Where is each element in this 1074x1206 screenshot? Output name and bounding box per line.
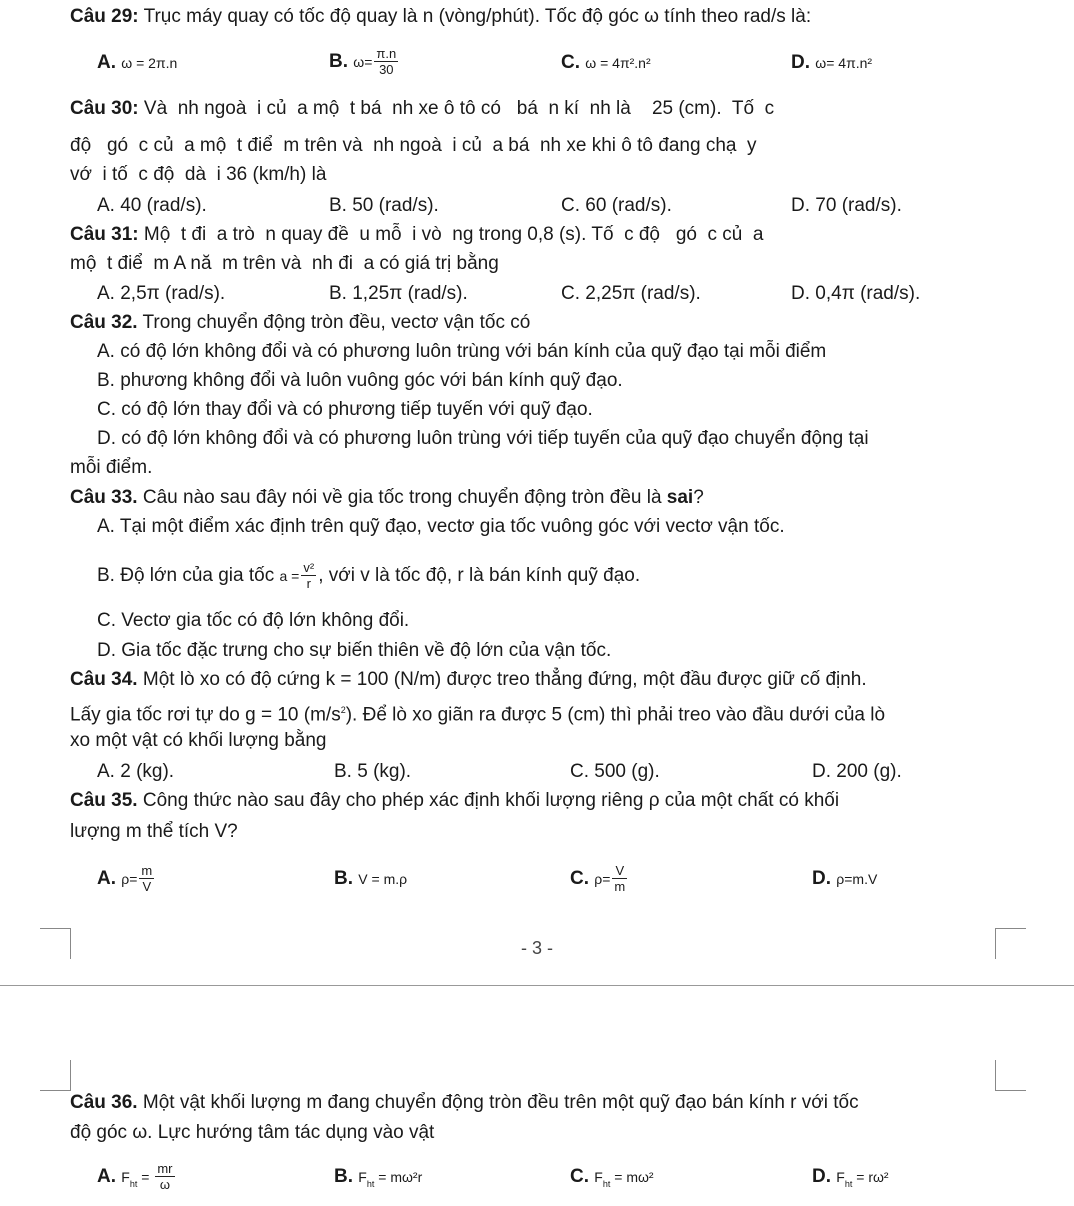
q32-stem: Câu 32. Trong chuyển động tròn đều, vectơ vận tốc có [70,312,531,333]
q32-option-d[interactable]: D. có độ lớn không đổi và có phương luôn trùng với tiếp tuyến của quỹ đạo chuyển động tại [97,428,869,449]
q36-option-a[interactable]: A. $F_{ht}$ = $\frac{mr}{\omega}$ [97,1161,173,1193]
q29-text: Trục máy quay có tốc độ quay là n (vòng/phút). Tốc độ góc ω tính theo rad/s là: [138,6,812,27]
q33-option-d[interactable]: D. Gia tốc đặc trưng cho sự biến thiên về độ lớn của vận tốc. [97,640,612,661]
q30-stem-line3: vớ i tố c độ dà i 36 (km/h) là [70,164,327,185]
q29-stem [70,6,811,28]
q32-option-c[interactable]: C. có độ lớn thay đổi và có phương tiếp tuyến với quỹ đạo. [97,399,593,420]
q31-option-c[interactable]: C. 2,25π (rad/s). [561,283,701,304]
q34-stem-line2: Lấy gia tốc rơi tự do g = 10 $(m/s^2)$. Để lò xo giãn ra được 5 (cm) thì phải treo vào đầu dưới của lò [70,704,886,726]
q30-stem-line2: độ gó c củ a mộ t điể m trên và nh ngoà i củ a bá nh xe khi ô tô đang chạ y [70,135,757,156]
q29-option-a[interactable]: A. ω = 2π.n [97,52,178,73]
q33-option-c[interactable]: C. Vectơ gia tốc có độ lớn không đổi. [97,610,410,631]
q32-option-b[interactable]: B. phương không đổi và luôn vuông góc với bán kính quỹ đạo. [97,370,623,391]
q29-option-c[interactable]: C. ω = 4π².n² [561,52,651,73]
q35-option-d[interactable]: D. ρ=m.V [812,868,878,889]
q35-option-a[interactable]: A. ρ= $\frac{m}{V}$ [97,863,153,895]
q35-stem-line2: lượng m thể tích V? [70,821,238,842]
q29-label: Câu 29: [70,6,139,27]
q36-option-c[interactable]: C. $F_{ht} = m\omega^2$ [570,1166,654,1189]
q33-option-b[interactable]: B. Độ lớn của gia tốc a = $\frac{\text{v²}}{r}$ , với v là tốc độ, r là bán kính quỹ đạo. [97,560,641,592]
page-corner-mark [995,1060,1026,1091]
q31-stem-line2: mộ t điể m A nă m trên và nh đi a có giá trị bằng [70,253,499,274]
q32-option-d-cont: mỗi điểm. [70,457,153,478]
q29-option-b[interactable]: B. ω= $\frac{\pi.n}{30}$ [329,46,397,78]
q33-stem: Câu 33. Câu nào sau đây nói về gia tốc trong chuyển động tròn đều là sai? [70,487,704,508]
q34-option-d[interactable]: D. 200 (g). [812,761,902,782]
q36-option-b[interactable]: B. $F_{ht} = m\omega^2r$ [334,1166,423,1189]
page-corner-mark [40,1060,71,1091]
q34-option-a[interactable]: A. 2 (kg). [97,761,175,782]
q36-stem-line2: độ góc ω. Lực hướng tâm tác dụng vào vật [70,1122,435,1143]
q30-stem-line1: Câu 30: Và nh ngoà i củ a mộ t bá nh xe ô tô có bá n kí nh là 25 (cm). Tố c [70,98,775,119]
q30-option-b[interactable]: B. 50 (rad/s). [329,195,439,216]
q31-option-d[interactable]: D. 0,4π (rad/s). [791,283,921,304]
q31-option-a[interactable]: A. 2,5π (rad/s). [97,283,226,304]
q33-sai-keyword: sai [666,487,694,508]
q34-option-c[interactable]: C. 500 (g). [570,761,660,782]
q30-option-c[interactable]: C. 60 (rad/s). [561,195,672,216]
q36-stem-line1: Câu 36. Một vật khối lượng m đang chuyển động tròn đều trên một quỹ đạo bán kính r với tốc [70,1092,859,1113]
q33-option-a[interactable]: A. Tại một điểm xác định trên quỹ đạo, vectơ gia tốc vuông góc với vectơ vận tốc. [97,516,785,537]
page-number: - 3 - [520,938,553,958]
q34-stem-line3: xo một vật có khối lượng bằng [70,730,327,751]
q31-option-b[interactable]: B. 1,25π (rad/s). [329,283,468,304]
page-separator [0,985,1074,986]
q35-option-b[interactable]: B. V = m.ρ [334,868,408,889]
q36-option-d[interactable]: D. $F_{ht} = r\omega^2$ [812,1166,889,1189]
q29-option-d[interactable]: D. ω= 4π.n² [791,52,873,73]
q35-stem-line1: Câu 35. Công thức nào sau đây cho phép xác định khối lượng riêng ρ của một chất có khối [70,790,840,811]
q31-stem-line1: Câu 31: Mộ t đi a trò n quay đề u mỗ i vò ng trong 0,8 (s). Tố c độ gó c củ a [70,224,764,245]
q34-option-b[interactable]: B. 5 (kg). [334,761,412,782]
q32-option-a[interactable]: A. có độ lớn không đổi và có phương luôn trùng với bán kính của quỹ đạo tại mỗi điểm [97,341,827,362]
q34-stem-line1: Câu 34. Một lò xo có độ cứng k = 100 (N/m) được treo thẳng đứng, một đầu được giữ cố định. [70,669,867,690]
q35-option-c[interactable]: C. ρ= $\frac{V}{m}$ [570,863,626,895]
q30-option-d[interactable]: D. 70 (rad/s). [791,195,902,216]
q30-option-a[interactable]: A. 40 (rad/s). [97,195,207,216]
